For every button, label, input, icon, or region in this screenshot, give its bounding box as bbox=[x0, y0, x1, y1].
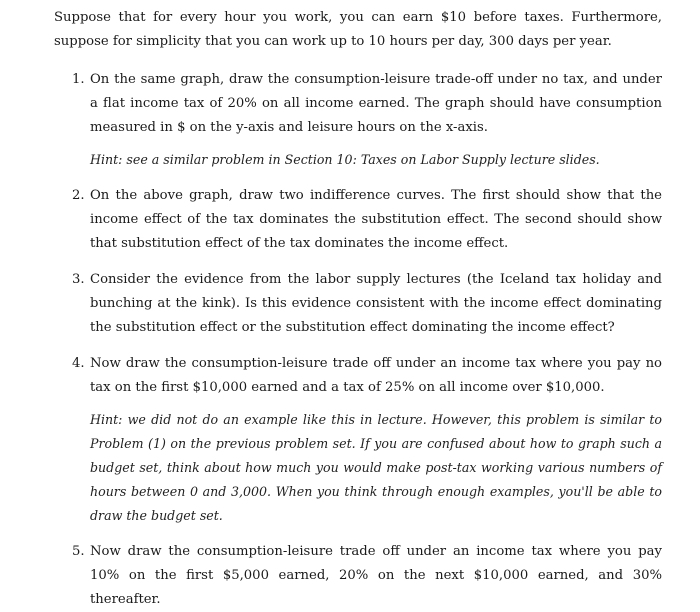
question-item-2 bbox=[54, 184, 662, 256]
question-hint: Hint: see a similar problem in Section 10: Taxes on Labor Supply lecture slides. bbox=[90, 152, 600, 167]
intro-paragraph: Suppose that for every hour you work, you can earn $10 before taxes. Furthermore, suppose for simplicity that you can work up to 10 hours per day, 300 days per year. bbox=[54, 10, 662, 49]
question-text: On the above graph, draw two indifference curves. The first should show that the income effect of the tax dominates the substitution effect. The second should show that substitution effect of the tax dominates the income effect. bbox=[90, 188, 662, 251]
question-item-5 bbox=[54, 540, 662, 612]
question-number: 2. bbox=[72, 188, 85, 203]
question-text: Consider the evidence from the labor supply lectures (the Iceland tax holiday and bunching at the kink). Is this evidence consistent with the income effect dominating the substitution effect or the substitution effect dominating the income effect? bbox=[90, 272, 662, 335]
question-item-4 bbox=[54, 352, 662, 528]
question-hint: Hint: we did not do an example like this in lecture. However, this problem is similar to Problem (1) on the previous problem set. If you are confused about how to graph such a budget set, think about how much you would make post-tax working various numbers of hours between 0 and 3,000. When you think through enough examples, you'll be able to draw the budget set. bbox=[90, 412, 662, 523]
question-text: Now draw the consumption-leisure trade off under an income tax where you pay no tax on the first $10,000 earned and a tax of 25% on all income over $10,000. bbox=[90, 356, 662, 395]
question-number: 5. bbox=[72, 544, 85, 559]
question-number: 4. bbox=[72, 356, 85, 371]
question-list bbox=[54, 68, 662, 612]
question-item-1 bbox=[54, 68, 662, 172]
question-item-3 bbox=[54, 268, 662, 340]
question-text: On the same graph, draw the consumption-leisure trade-off under no tax, and under a flat income tax of 20% on all income earned. The graph should have consumption measured in $ on the y-axis and leisure hours on the x-axis. bbox=[90, 72, 662, 135]
question-number: 3. bbox=[72, 272, 85, 287]
question-number: 1. bbox=[72, 72, 85, 87]
question-text: Now draw the consumption-leisure trade off under an income tax where you pay 10% on the first $5,000 earned, 20% on the next $10,000 earned, and 30% thereafter. bbox=[90, 544, 662, 607]
